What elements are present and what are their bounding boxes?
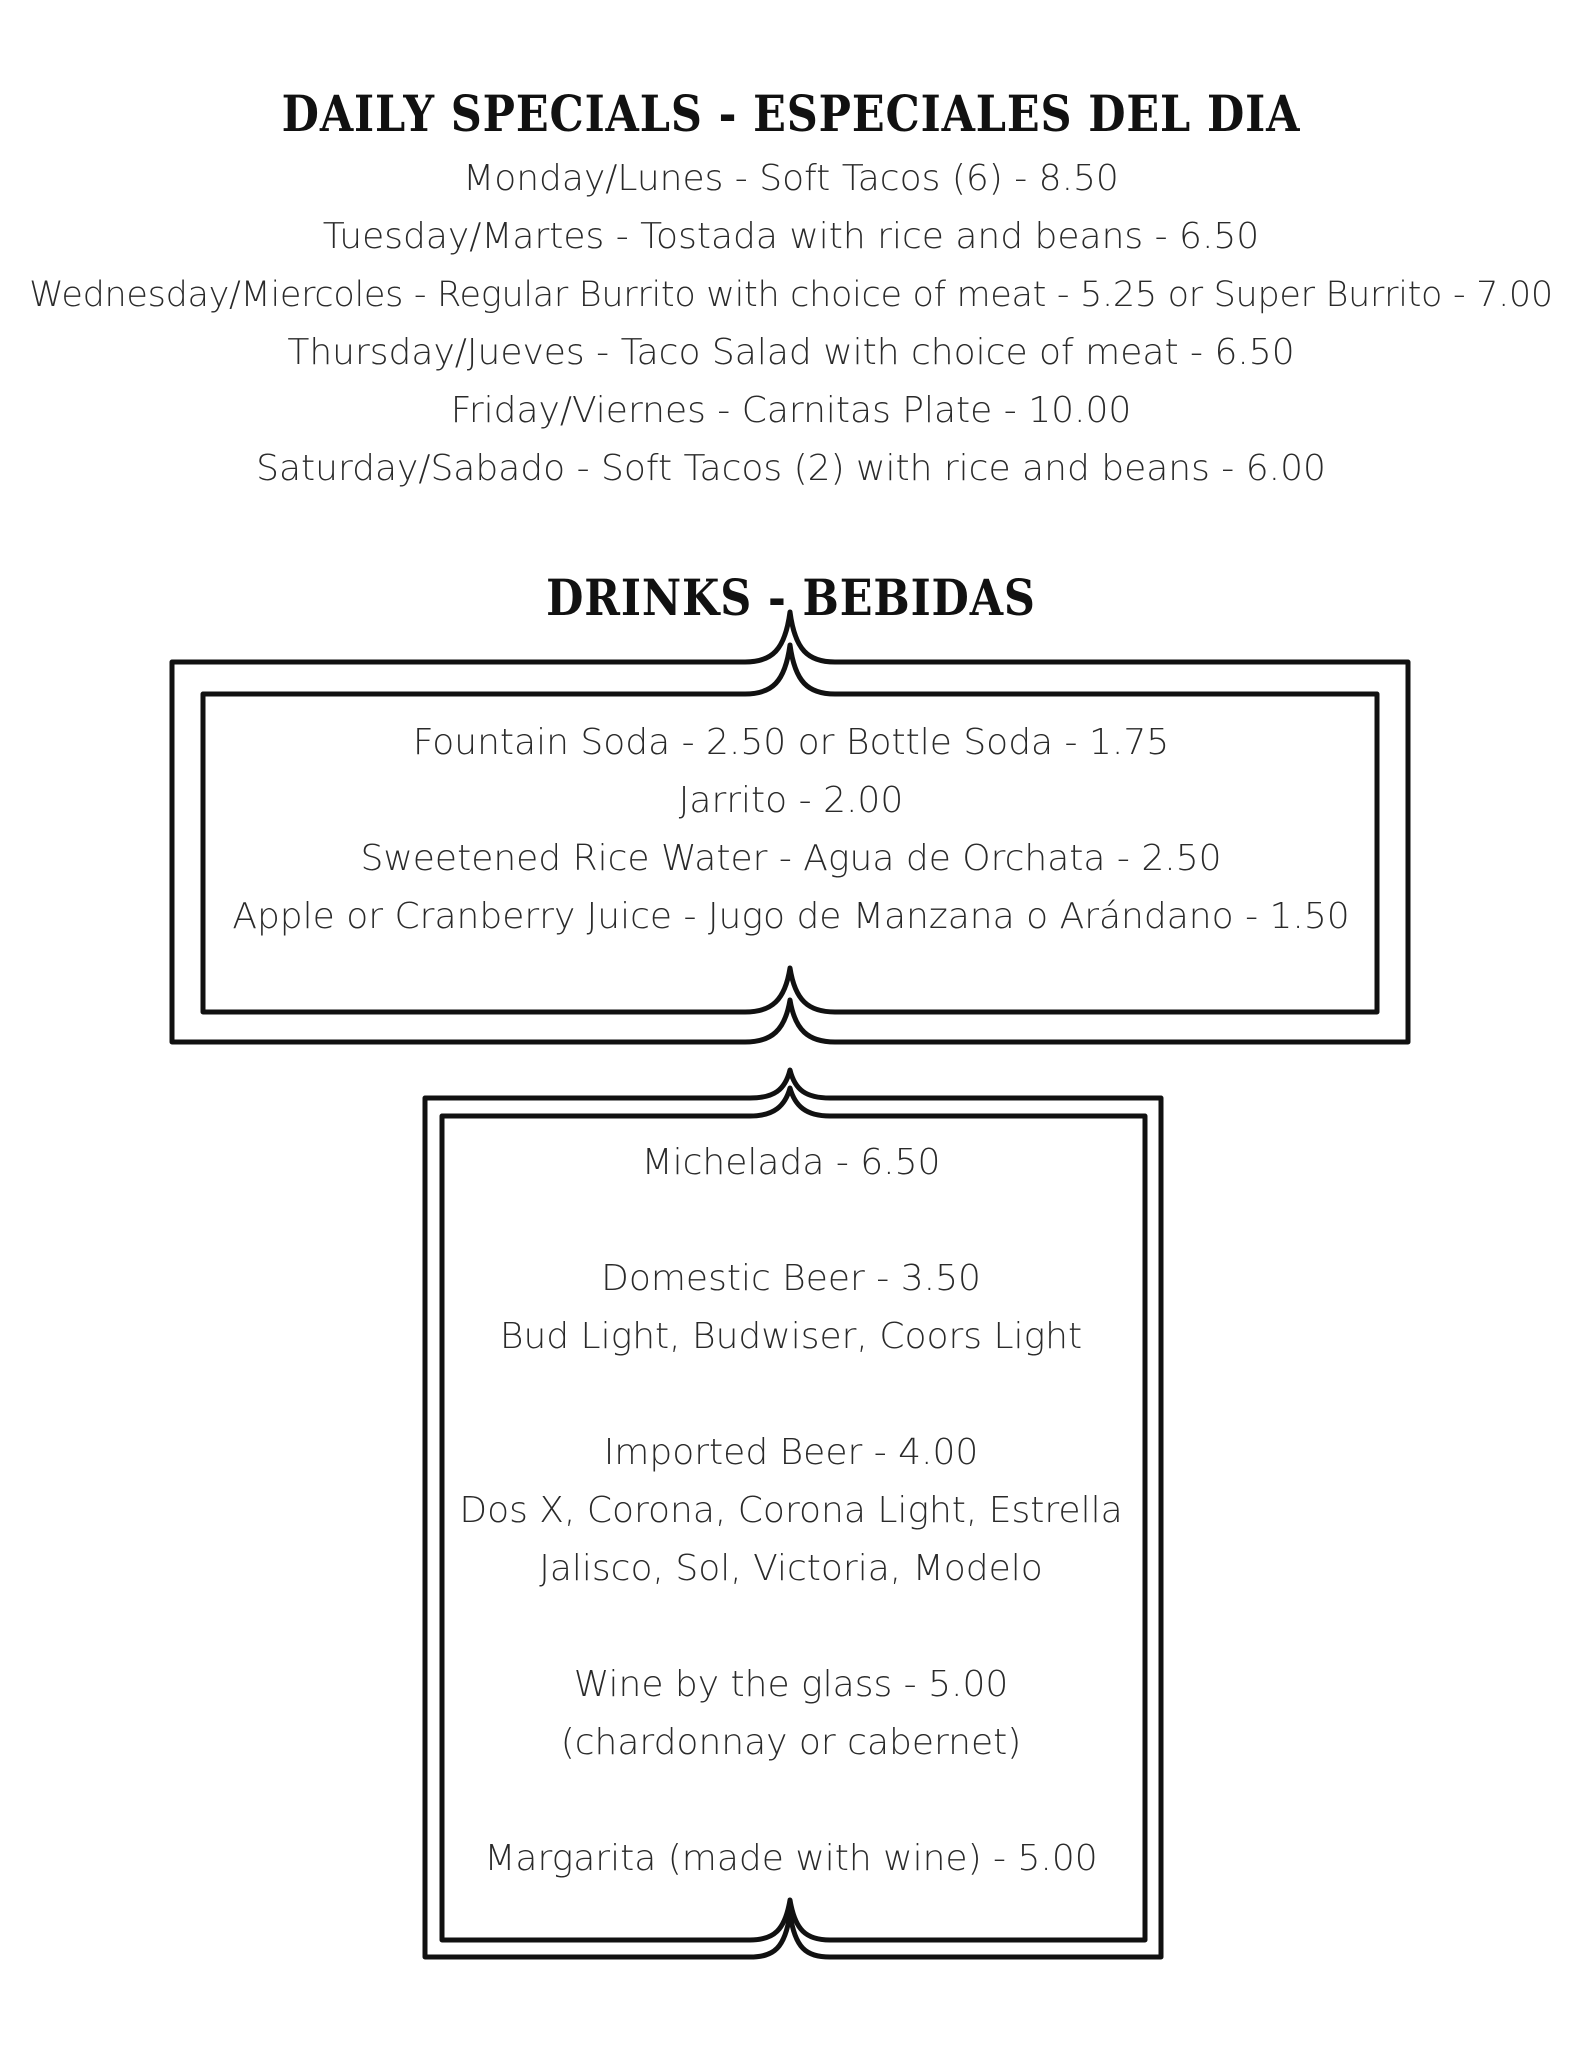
drink-wine: Wine by the glass - 5.00 bbox=[573, 1664, 1009, 1705]
spacer bbox=[0, 1772, 1582, 1830]
imported-beer-brands-2: Jalisco, Sol, Victoria, Modelo bbox=[539, 1548, 1043, 1589]
drink-horchata: Sweetened Rice Water - Agua de Orchata - 2.50 bbox=[360, 838, 1222, 879]
spacer bbox=[0, 1366, 1582, 1424]
spacer bbox=[0, 1192, 1582, 1250]
special-thursday: Thursday/Jueves - Taco Salad with choice of meat - 6.50 bbox=[287, 332, 1295, 373]
drink-michelada: Michelada - 6.50 bbox=[641, 1142, 941, 1183]
specials-heading: DAILY SPECIALS - ESPECIALES DEL DIA bbox=[281, 84, 1301, 143]
imported-beer-brands-1: Dos X, Corona, Corona Light, Estrella bbox=[459, 1490, 1123, 1531]
special-tuesday: Tuesday/Martes - Tostada with rice and beans - 6.50 bbox=[322, 216, 1260, 257]
spacer bbox=[0, 1598, 1582, 1656]
bar-drinks-list bbox=[0, 1134, 1582, 1888]
drink-juice: Apple or Cranberry Juice - Jugo de Manzana o Arándano - 1.50 bbox=[232, 896, 1350, 937]
drink-soda: Fountain Soda - 2.50 or Bottle Soda - 1.75 bbox=[412, 722, 1170, 763]
special-monday: Monday/Lunes - Soft Tacos (6) - 8.50 bbox=[463, 158, 1119, 199]
special-friday: Friday/Viernes - Carnitas Plate - 10.00 bbox=[450, 390, 1132, 431]
drink-imported-beer: Imported Beer - 4.00 bbox=[603, 1432, 979, 1473]
drinks-heading: DRINKS - BEBIDAS bbox=[546, 568, 1036, 627]
special-saturday: Saturday/Sabado - Soft Tacos (2) with rice and beans - 6.00 bbox=[256, 448, 1326, 489]
special-wednesday: Wednesday/Miercoles - Regular Burrito with choice of meat - 5.25 or Super Burrito - 7.00 bbox=[29, 275, 1553, 315]
drink-domestic-beer: Domestic Beer - 3.50 bbox=[601, 1258, 981, 1299]
drink-jarrito: Jarrito - 2.00 bbox=[678, 780, 904, 821]
wine-note: (chardonnay or cabernet) bbox=[560, 1722, 1022, 1763]
drink-margarita: Margarita (made with wine) - 5.00 bbox=[484, 1838, 1098, 1879]
domestic-beer-brands: Bud Light, Budwiser, Coors Light bbox=[499, 1316, 1083, 1357]
soft-drinks-list bbox=[0, 714, 1582, 946]
